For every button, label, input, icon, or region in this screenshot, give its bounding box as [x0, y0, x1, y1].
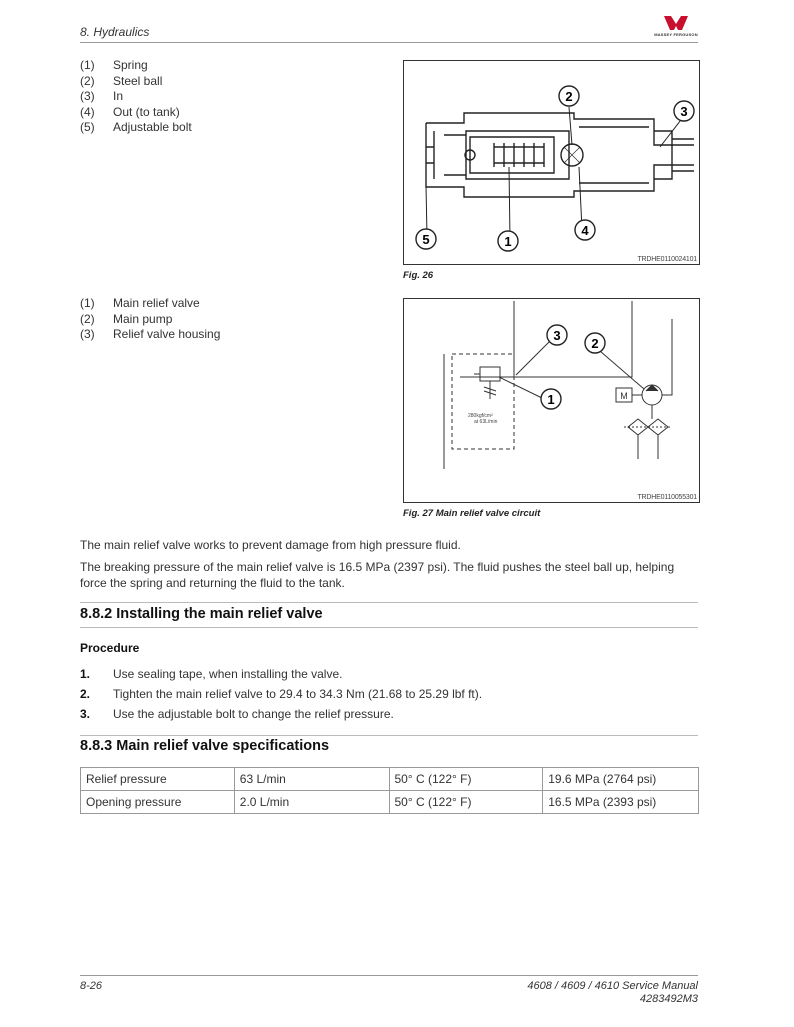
fig27-box — [403, 298, 700, 503]
table-cell: 2.0 L/min — [234, 791, 389, 814]
rated-pressure-text: 280kgf/cm² — [468, 413, 493, 419]
section-rule — [80, 602, 698, 603]
fig26-legend — [80, 58, 192, 136]
legend-item: (5) Adjustable bolt — [80, 120, 192, 135]
legend-item: (2) Steel ball — [80, 73, 163, 88]
body-paragraph-2: The breaking pressure of the main relief valve is 16.5 MPa (2397 psi). The fluid pushes the steel ball up, helping force the spring and returning the fluid to the tank. — [80, 560, 675, 590]
fig27-caption: Fig. 27 Main relief valve circuit — [403, 508, 541, 519]
fig27-legend — [80, 296, 220, 343]
body-paragraph-1: The main relief valve works to prevent damage from high pressure fluid. — [80, 538, 461, 552]
table-cell: 63 L/min — [234, 768, 389, 791]
callouts — [541, 325, 605, 409]
table-cell: Opening pressure — [81, 791, 235, 814]
table-cell: 50° C (122° F) — [389, 768, 543, 791]
section-883-title: 8.8.3 Main relief valve specifications — [80, 738, 330, 754]
section-rule — [80, 735, 698, 736]
legend-item: (2) Main pump — [80, 311, 173, 326]
procedure-step: 1. Use sealing tape, when installing the valve. — [80, 667, 343, 681]
callout-2: 2 — [565, 89, 573, 104]
manual-info — [440, 980, 698, 1006]
relief-valve-section-drawing — [404, 61, 699, 264]
callout-3: 3 — [680, 104, 688, 119]
logo-text: MASSEY FERGUSON — [654, 32, 698, 37]
section-rule — [80, 627, 698, 628]
table-cell: 16.5 MPa (2393 psi) — [543, 791, 699, 814]
procedure-title: Procedure — [80, 641, 140, 655]
legend-item: (4) Out (to tank) — [80, 104, 180, 119]
legend-item: (1) Spring — [80, 58, 148, 72]
table-row — [81, 791, 699, 814]
callout-4: 4 — [581, 223, 589, 238]
fig26-caption: Fig. 26 — [403, 270, 434, 281]
callout-3: 3 — [553, 328, 561, 343]
callout-1: 1 — [547, 392, 555, 407]
relief-valve-circuit-diagram — [404, 299, 699, 502]
legend-item: (3) Relief valve housing — [80, 327, 221, 342]
table-cell: Relief pressure — [81, 768, 235, 791]
motor-label: M — [620, 391, 628, 401]
manual-title: 4608 / 4609 / 4610 Service Manual — [527, 980, 698, 992]
callout-2: 2 — [591, 336, 599, 351]
fig27-code: TRDHE0110055301 — [637, 494, 697, 501]
callout-5: 5 — [422, 232, 430, 247]
table-cell: 50° C (122° F) — [389, 791, 543, 814]
header-rule — [80, 42, 698, 43]
fig26-box — [403, 60, 700, 265]
callout-1: 1 — [504, 234, 512, 249]
fig26-code: TRDHE0110024101 — [637, 256, 697, 263]
procedure-step: 2. Tighten the main relief valve to 29.4 to 34.3 Nm (21.68 to 25.29 lbf ft). — [80, 687, 483, 701]
table-row — [81, 768, 699, 791]
chapter-title: 8. Hydraulics — [80, 25, 150, 39]
procedure-step: 3. Use the adjustable bolt to change the relief pressure. — [80, 707, 394, 721]
part-number: 4283492M3 — [639, 993, 698, 1005]
legend-item: (1) Main relief valve — [80, 296, 200, 310]
legend-item: (3) In — [80, 89, 124, 104]
section-882-title: 8.8.2 Installing the main relief valve — [80, 606, 323, 622]
footer-rule — [80, 975, 698, 976]
specifications-table — [80, 767, 699, 814]
page-number: 8-26 — [80, 980, 103, 992]
flow-text: at 63L/min — [474, 419, 498, 425]
table-cell: 19.6 MPa (2764 psi) — [543, 768, 699, 791]
callouts — [416, 86, 694, 251]
